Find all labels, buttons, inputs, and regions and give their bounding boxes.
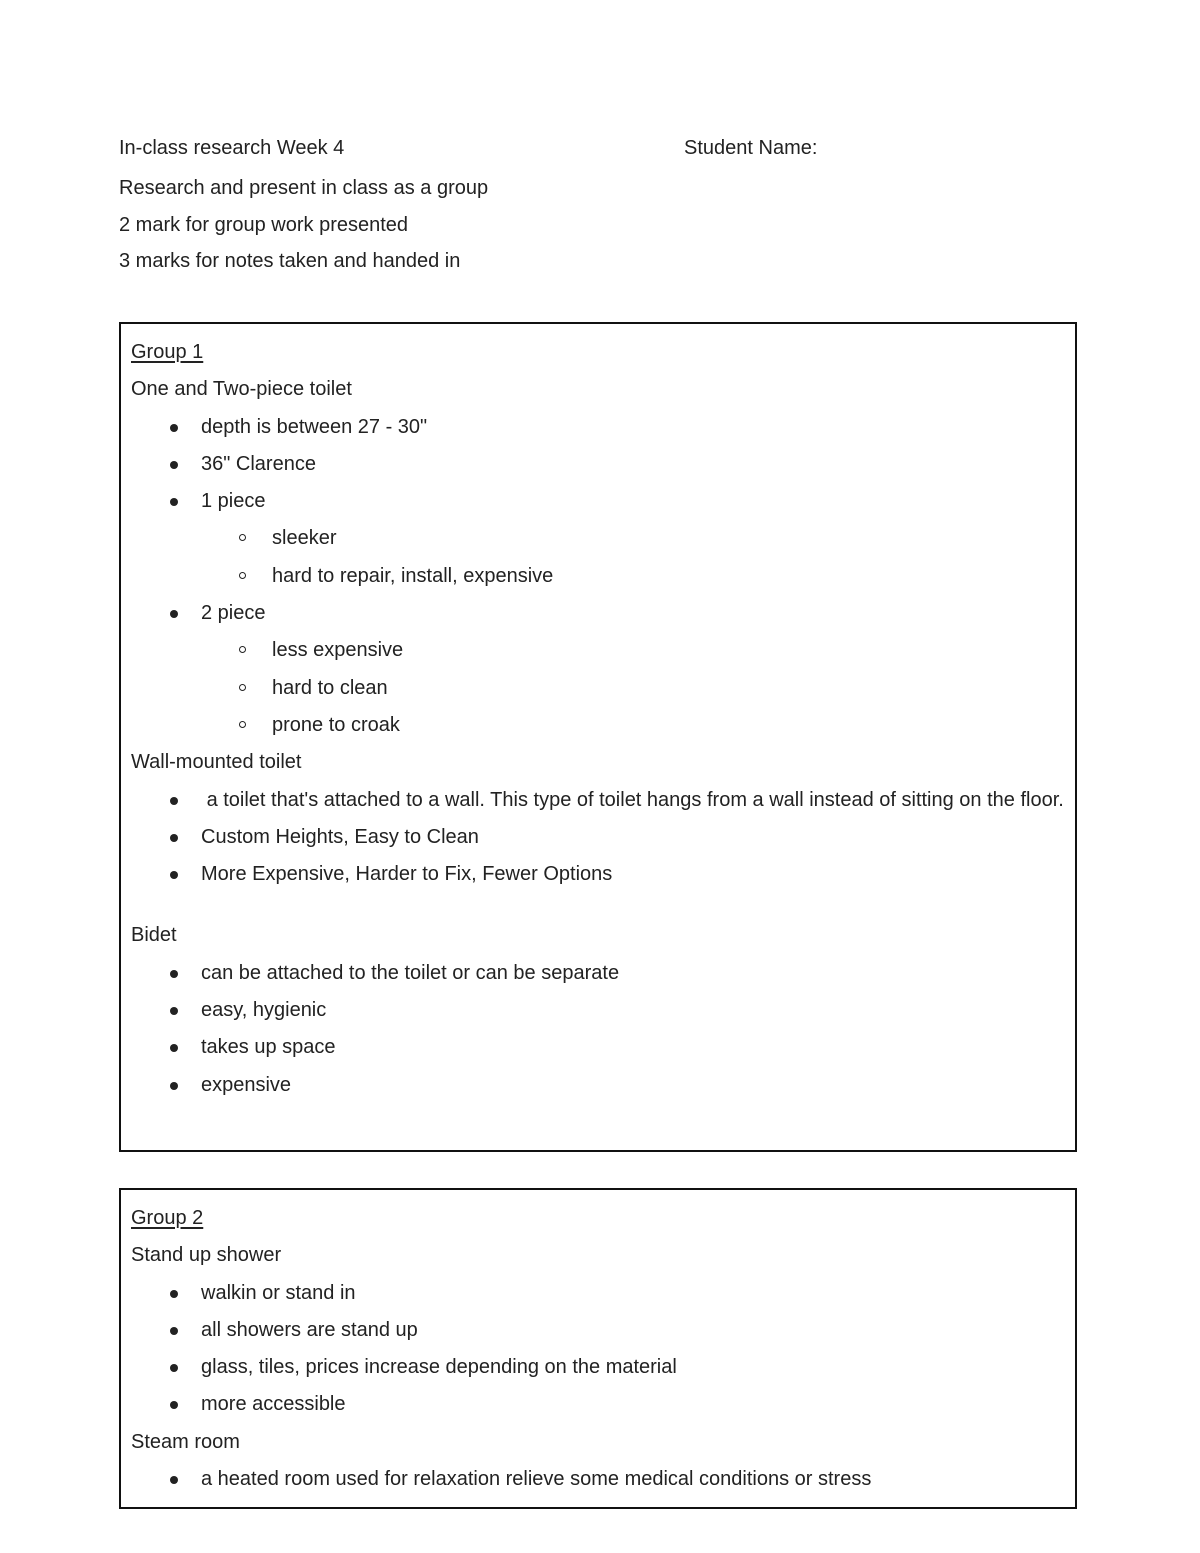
bullet-icon <box>170 1290 178 1298</box>
bullet-item: can be attached to the toilet or can be separate <box>131 955 1065 992</box>
bullet-item: depth is between 27 - 30" <box>131 409 1065 446</box>
hollow-bullet-icon <box>239 572 246 579</box>
bullet-icon <box>170 1082 178 1090</box>
bullet-item: 1 piece <box>131 483 1065 520</box>
section-heading: Stand up shower <box>131 1244 282 1267</box>
student-name-label: Student Name: <box>684 137 818 159</box>
sub-bullet-item: prone to croak <box>131 707 1065 744</box>
bullet-icon <box>170 424 178 432</box>
bullet-item: a toilet that's attached to a wall. This type of toilet hangs from a wall instead of sitting on the floor. <box>131 782 1065 819</box>
bullet-item: walkin or stand in <box>131 1275 1065 1312</box>
bullet-item: a heated room used for relaxation relieve some medical conditions or stress <box>131 1461 1065 1498</box>
bullet-icon <box>170 610 178 618</box>
document-title: In-class research Week 4 <box>119 137 345 159</box>
section-heading: Wall-mounted toilet <box>131 751 302 774</box>
bullet-item: more accessible <box>131 1386 1065 1423</box>
group-title: Group 1 <box>131 341 204 363</box>
bullet-item: easy, hygienic <box>131 992 1065 1029</box>
bullet-icon <box>170 1401 178 1409</box>
group-title: Group 2 <box>131 1207 204 1229</box>
spacer <box>131 893 1065 917</box>
sub-bullet-item: hard to repair, install, expensive <box>131 558 1065 595</box>
bullet-icon <box>170 797 178 805</box>
hollow-bullet-icon <box>239 534 246 541</box>
bullet-item: takes up space <box>131 1029 1065 1066</box>
hollow-bullet-icon <box>239 646 246 653</box>
bullet-icon <box>170 834 178 842</box>
bullet-item: 2 piece <box>131 595 1065 632</box>
bullet-item: all showers are stand up <box>131 1312 1065 1349</box>
sub-bullet-item: hard to clean <box>131 670 1065 707</box>
sub-bullet-item: sleeker <box>131 520 1065 557</box>
group-1-box <box>119 322 1077 1152</box>
instruction-line: 2 mark for group work presented <box>119 214 409 236</box>
bullet-item: glass, tiles, prices increase depending on the material <box>131 1349 1065 1386</box>
bullet-icon <box>170 1044 178 1052</box>
bullet-item: expensive <box>131 1067 1065 1104</box>
hollow-bullet-icon <box>239 721 246 728</box>
bullet-item: More Expensive, Harder to Fix, Fewer Options <box>131 856 1065 893</box>
section-heading: Bidet <box>131 924 177 947</box>
sub-bullet-item: less expensive <box>131 632 1065 669</box>
bullet-icon <box>170 461 178 469</box>
instruction-line: Research and present in class as a group <box>119 177 489 199</box>
bullet-icon <box>170 970 178 978</box>
bullet-icon <box>170 498 178 506</box>
section-heading: One and Two-piece toilet <box>131 378 352 401</box>
bullet-item: 36" Clarence <box>131 446 1065 483</box>
bullet-item: Custom Heights, Easy to Clean <box>131 819 1065 856</box>
section-heading: Steam room <box>131 1430 240 1453</box>
hollow-bullet-icon <box>239 684 246 691</box>
instruction-line: 3 marks for notes taken and handed in <box>119 250 461 272</box>
bullet-icon <box>170 1327 178 1335</box>
bullet-icon <box>170 1007 178 1015</box>
bullet-icon <box>170 1476 178 1484</box>
bullet-icon <box>170 871 178 879</box>
group-2-box <box>119 1188 1077 1509</box>
bullet-icon <box>170 1364 178 1372</box>
